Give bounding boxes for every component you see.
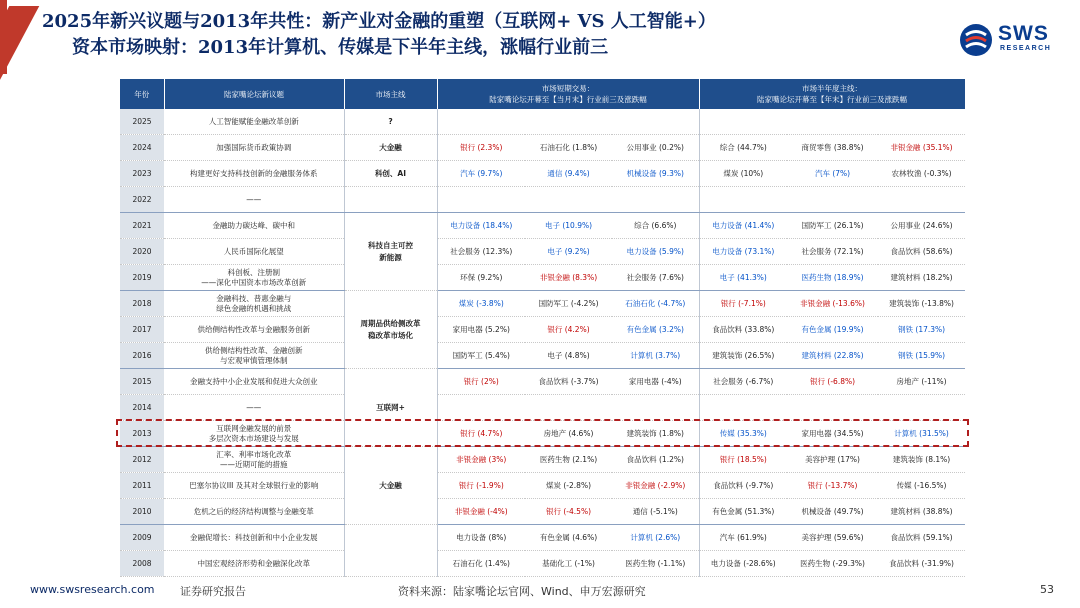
half-1: 综合 (44.7%) (699, 135, 787, 161)
year-cell: 2019 (120, 265, 164, 291)
theme-line-2: 稳改革市场化 (368, 330, 413, 340)
half-2: 机械设备 (49.7%) (787, 499, 878, 525)
header-half-year (699, 79, 965, 109)
short-1: 社会服务 (12.3%) (437, 239, 525, 265)
short-2: 银行 (-4.5%) (525, 499, 612, 525)
short-2: 石油石化 (1.8%) (525, 135, 612, 161)
short-2 (525, 395, 612, 421)
short-3: 有色金属 (3.2%) (612, 317, 699, 343)
table-row (120, 525, 965, 551)
short-1: 银行 (2%) (437, 369, 525, 395)
half-3: 建筑材料 (18.2%) (878, 265, 965, 291)
header-short-line1: 市场短期交易： (541, 84, 595, 93)
half-2: 家用电器 (34.5%) (787, 421, 878, 447)
half-1: 建筑装饰 (26.5%) (699, 343, 787, 369)
short-2: 通信 (9.4%) (525, 161, 612, 187)
topic-line-1: 汇率、利率市场化改革 (216, 449, 292, 459)
table-header-row (120, 79, 965, 109)
table-row (120, 187, 965, 213)
half-2: 银行 (-13.7%) (787, 473, 878, 499)
half-3: 建筑材料 (38.8%) (878, 499, 965, 525)
theme-cell: ? (344, 109, 437, 135)
forum-market-table (120, 79, 966, 577)
header-half-line1: 市场半年度主线： (802, 84, 863, 93)
half-1: 电力设备 (-28.6%) (699, 551, 787, 577)
short-1: 电力设备 (8%) (437, 525, 525, 551)
short-3: 综合 (6.6%) (612, 213, 699, 239)
short-2 (525, 187, 612, 213)
topic-cell (164, 291, 344, 317)
topic-cell: —— (164, 187, 344, 213)
short-1: 煤炭 (-3.8%) (437, 291, 525, 317)
topic-line-2: 多层次资本市场建设与发展 (208, 433, 299, 443)
topic-line-1: 互联网金融发展的前景 (216, 423, 292, 433)
sws-logo (958, 22, 1058, 56)
half-3: 传媒 (-16.5%) (878, 473, 965, 499)
footer-url[interactable]: www.swsresearch.com (30, 583, 155, 596)
table-row (120, 161, 965, 187)
half-1: 汽车 (61.9%) (699, 525, 787, 551)
short-1: 国防军工 (5.4%) (437, 343, 525, 369)
topic-cell (164, 447, 344, 473)
theme-cell (344, 187, 437, 213)
short-1: 环保 (9.2%) (437, 265, 525, 291)
header-short-line2: 陆家嘴论坛开幕至【当月末】行业前三及涨跌幅 (489, 95, 647, 104)
topic-cell (164, 265, 344, 291)
table-row (120, 135, 965, 161)
short-3: 电力设备 (5.9%) (612, 239, 699, 265)
year-cell: 2018 (120, 291, 164, 317)
half-3: 食品饮料 (59.1%) (878, 525, 965, 551)
topic-cell (164, 343, 344, 369)
short-3: 非银金融 (-2.9%) (612, 473, 699, 499)
slide-title (42, 9, 922, 61)
table-row-highlighted (120, 421, 965, 447)
topic-cell: 供给侧结构性改革与金融服务创新 (164, 317, 344, 343)
topic-line-2: ——深化中国资本市场改革创新 (201, 277, 307, 287)
theme-cell (344, 525, 437, 577)
theme-cell: 科创、AI (344, 161, 437, 187)
theme-cell (344, 291, 437, 369)
red-side-bar (0, 0, 7, 74)
short-2: 基础化工 (-1%) (525, 551, 612, 577)
short-2: 电子 (10.9%) (525, 213, 612, 239)
short-3: 石油石化 (-4.7%) (612, 291, 699, 317)
year-cell: 2020 (120, 239, 164, 265)
table-row (120, 109, 965, 135)
year-cell: 2017 (120, 317, 164, 343)
short-1: 石油石化 (1.4%) (437, 551, 525, 577)
footer-source: 资料来源：陆家嘴论坛官网、Wind、申万宏源研究 (398, 585, 646, 598)
title-line-2: 资本市场映射：2013年计算机、传媒是下半年主线，涨幅行业前三 (72, 37, 609, 58)
topic-line-2: 绿色金融的机遇和挑战 (216, 303, 292, 313)
title-line-1: 2025年新兴议题与2013年共性：新产业对金融的重塑（互联网+ VS 人工智能+） (42, 11, 716, 32)
short-3: 公用事业 (0.2%) (612, 135, 699, 161)
table-row (120, 317, 965, 343)
half-2: 美容护理 (17%) (787, 447, 878, 473)
half-2: 非银金融 (-13.6%) (787, 291, 878, 317)
short-1: 银行 (-1.9%) (437, 473, 525, 499)
half-2: 医药生物 (-29.3%) (787, 551, 878, 577)
half-2: 银行 (-6.8%) (787, 369, 878, 395)
half-1: 电力设备 (73.1%) (699, 239, 787, 265)
short-2: 医药生物 (2.1%) (525, 447, 612, 473)
theme-cell: 大金融 (344, 447, 437, 525)
half-3 (878, 109, 965, 135)
half-2: 有色金属 (19.9%) (787, 317, 878, 343)
sws-logo-icon (958, 22, 994, 58)
short-2: 国防军工 (-4.2%) (525, 291, 612, 317)
short-3: 建筑装饰 (1.8%) (612, 421, 699, 447)
short-2: 银行 (4.2%) (525, 317, 612, 343)
logo-subtext: RESEARCH (1000, 45, 1052, 52)
topic-cell: 人工智能赋能金融改革创新 (164, 109, 344, 135)
year-cell: 2016 (120, 343, 164, 369)
header-theme: 市场主线 (344, 79, 437, 109)
year-cell: 2010 (120, 499, 164, 525)
short-3: 机械设备 (9.3%) (612, 161, 699, 187)
half-1: 食品饮料 (33.8%) (699, 317, 787, 343)
topic-cell: 中国宏观经济形势和金融深化改革 (164, 551, 344, 577)
short-1: 电力设备 (18.4%) (437, 213, 525, 239)
short-2: 电子 (4.8%) (525, 343, 612, 369)
half-1 (699, 395, 787, 421)
topic-cell: 金融促增长：科技创新和中小企业发展 (164, 525, 344, 551)
half-2 (787, 109, 878, 135)
half-1: 社会服务 (-6.7%) (699, 369, 787, 395)
topic-line-1: 供给侧结构性改革、金融创新 (205, 345, 303, 355)
short-3 (612, 395, 699, 421)
half-1: 有色金属 (51.3%) (699, 499, 787, 525)
table-row (120, 343, 965, 369)
year-cell: 2013 (120, 421, 164, 447)
short-3: 计算机 (2.6%) (612, 525, 699, 551)
year-cell: 2014 (120, 395, 164, 421)
year-cell: 2011 (120, 473, 164, 499)
short-3: 家用电器 (-4%) (612, 369, 699, 395)
year-cell: 2025 (120, 109, 164, 135)
theme-line-2: 新能源 (379, 252, 402, 262)
short-2: 煤炭 (-2.8%) (525, 473, 612, 499)
half-2: 建筑材料 (22.8%) (787, 343, 878, 369)
table-row (120, 369, 965, 395)
short-1: 家用电器 (5.2%) (437, 317, 525, 343)
half-1: 电子 (41.3%) (699, 265, 787, 291)
short-2 (525, 109, 612, 135)
topic-cell: 加强国际货币政策协调 (164, 135, 344, 161)
year-cell: 2022 (120, 187, 164, 213)
half-2: 美容护理 (59.6%) (787, 525, 878, 551)
theme-cell: 互联网+ (344, 369, 437, 447)
logo-text: SWS (998, 22, 1049, 45)
year-cell: 2008 (120, 551, 164, 577)
half-3: 钢铁 (17.3%) (878, 317, 965, 343)
year-cell: 2012 (120, 447, 164, 473)
half-3: 钢铁 (15.9%) (878, 343, 965, 369)
short-1 (437, 109, 525, 135)
table-row (120, 291, 965, 317)
table-row (120, 473, 965, 499)
half-3: 食品饮料 (58.6%) (878, 239, 965, 265)
half-2 (787, 187, 878, 213)
half-3: 非银金融 (35.1%) (878, 135, 965, 161)
short-1 (437, 395, 525, 421)
topic-cell: 金融支持中小企业发展和促进大众创业 (164, 369, 344, 395)
year-cell: 2023 (120, 161, 164, 187)
short-1: 银行 (2.3%) (437, 135, 525, 161)
short-1: 银行 (4.7%) (437, 421, 525, 447)
half-2: 商贸零售 (38.8%) (787, 135, 878, 161)
topic-cell: 危机之后的经济结构调整与金融变革 (164, 499, 344, 525)
topic-line-1: 科创板、注册制 (227, 267, 280, 277)
table-row (120, 447, 965, 473)
topic-cell: 金融助力碳达峰、碳中和 (164, 213, 344, 239)
half-1 (699, 187, 787, 213)
header-short-term (437, 79, 699, 109)
header-half-line2: 陆家嘴论坛开幕至【年末】行业前三及涨跌幅 (757, 95, 908, 104)
topic-cell (164, 421, 344, 447)
header-topic: 陆家嘴论坛新议题 (164, 79, 344, 109)
page-number: 53 (1040, 583, 1054, 596)
table-row (120, 395, 965, 421)
half-1: 银行 (-7.1%) (699, 291, 787, 317)
theme-cell (344, 213, 437, 291)
short-2: 房地产 (4.6%) (525, 421, 612, 447)
half-3 (878, 395, 965, 421)
topic-cell: —— (164, 395, 344, 421)
short-2: 电子 (9.2%) (525, 239, 612, 265)
half-1: 银行 (18.5%) (699, 447, 787, 473)
theme-line-1: 科技自主可控 (368, 240, 413, 250)
short-3: 食品饮料 (1.2%) (612, 447, 699, 473)
theme-cell: 大金融 (344, 135, 437, 161)
year-cell: 2009 (120, 525, 164, 551)
half-3: 房地产 (-11%) (878, 369, 965, 395)
header-year: 年份 (120, 79, 164, 109)
short-3 (612, 109, 699, 135)
table-row (120, 239, 965, 265)
table-row (120, 213, 965, 239)
short-1: 非银金融 (3%) (437, 447, 525, 473)
year-cell: 2021 (120, 213, 164, 239)
short-3: 通信 (-5.1%) (612, 499, 699, 525)
table-row (120, 499, 965, 525)
short-1 (437, 187, 525, 213)
short-1: 非银金融 (-4%) (437, 499, 525, 525)
short-3 (612, 187, 699, 213)
half-3: 建筑装饰 (8.1%) (878, 447, 965, 473)
short-3: 社会服务 (7.6%) (612, 265, 699, 291)
half-1: 食品饮料 (-9.7%) (699, 473, 787, 499)
half-3: 建筑装饰 (-13.8%) (878, 291, 965, 317)
half-2: 汽车 (7%) (787, 161, 878, 187)
short-3: 计算机 (3.7%) (612, 343, 699, 369)
half-3: 计算机 (31.5%) (878, 421, 965, 447)
half-2: 社会服务 (72.1%) (787, 239, 878, 265)
half-1: 煤炭 (10%) (699, 161, 787, 187)
half-3: 农林牧渔 (-0.3%) (878, 161, 965, 187)
topic-line-2: ——近期可能的措施 (220, 459, 288, 469)
half-3: 食品饮料 (-31.9%) (878, 551, 965, 577)
half-2 (787, 395, 878, 421)
half-1: 电力设备 (41.4%) (699, 213, 787, 239)
table-row (120, 551, 965, 577)
topic-cell: 巴塞尔协议III 及其对全球银行业的影响 (164, 473, 344, 499)
half-2: 医药生物 (18.9%) (787, 265, 878, 291)
short-1: 汽车 (9.7%) (437, 161, 525, 187)
topic-cell: 构建更好支持科技创新的金融服务体系 (164, 161, 344, 187)
topic-line-2: 与宏观审慎管理体制 (220, 355, 288, 365)
half-1 (699, 109, 787, 135)
footer-report-label: 证券研究报告 (180, 585, 246, 598)
theme-line-1: 周期品供给侧改革 (360, 318, 421, 328)
short-3: 医药生物 (-1.1%) (612, 551, 699, 577)
topic-cell: 人民币国际化展望 (164, 239, 344, 265)
year-cell: 2015 (120, 369, 164, 395)
footer (0, 583, 1080, 608)
short-2: 非银金融 (8.3%) (525, 265, 612, 291)
table-row (120, 265, 965, 291)
half-2: 国防军工 (26.1%) (787, 213, 878, 239)
topic-line-1: 金融科技、普惠金融与 (216, 293, 292, 303)
half-3 (878, 187, 965, 213)
short-2: 食品饮料 (-3.7%) (525, 369, 612, 395)
short-2: 有色金属 (4.6%) (525, 525, 612, 551)
half-1: 传媒 (35.3%) (699, 421, 787, 447)
year-cell: 2024 (120, 135, 164, 161)
half-3: 公用事业 (24.6%) (878, 213, 965, 239)
